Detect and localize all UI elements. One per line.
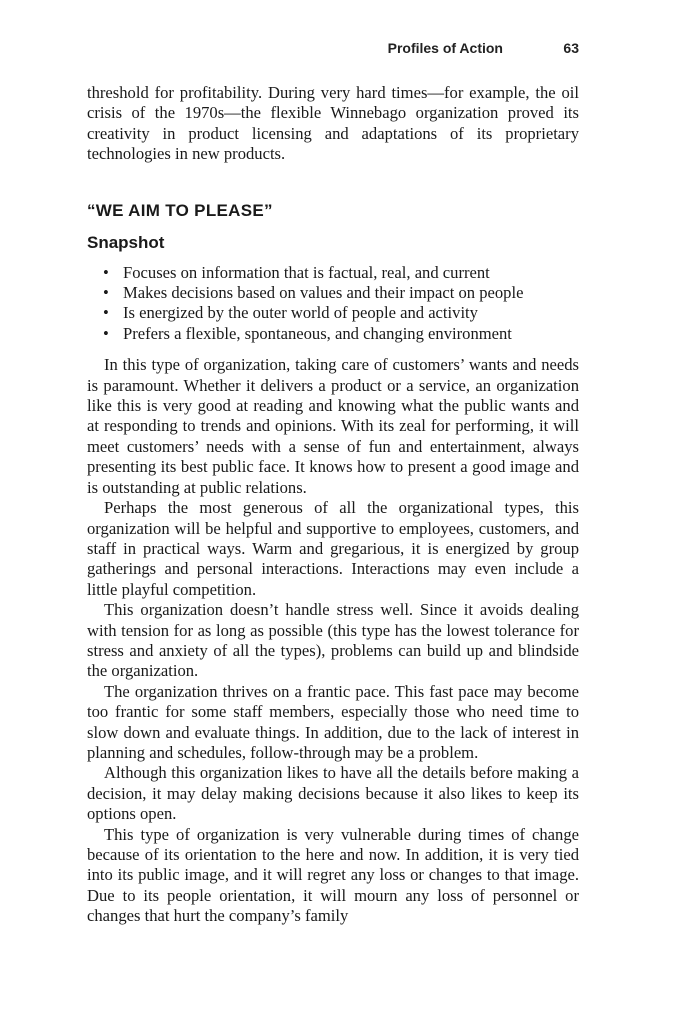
page-body (87, 83, 579, 927)
list-item (103, 283, 579, 303)
section-body (87, 355, 579, 926)
body-paragraph: The organization thrives on a frantic pace. This fast pace may become too frantic for some staff members, especially those who need time to slow down and evaluate things. In addition, due to the lack of interest in planning and schedules, follow-through may be a problem. (87, 681, 579, 762)
list-item (103, 303, 579, 323)
bullet-icon: • (103, 323, 109, 343)
list-item (103, 263, 579, 283)
body-paragraph: This type of organization is very vulnerable during times of change because of its orientation to the here and now. In addition, it is very tied into its public image, and it will regret any loss or changes to that image. Due to its people orientation, it will mourn any loss of personnel or changes that hurt the company’s family (87, 824, 579, 926)
section-title: “WE AIM TO PLEASE” (87, 200, 273, 220)
list-item-text: Makes decisions based on values and their impact on people (123, 283, 524, 303)
bullet-icon: • (103, 283, 109, 303)
list-item-text: Focuses on information that is factual, real, and current (123, 262, 490, 282)
snapshot-list (87, 263, 579, 345)
body-paragraph: Perhaps the most generous of all the organizational types, this organization will be helpful and supportive to employees, customers, and staff in practical ways. Warm and gregarious, it is energized by group gatherings and personal interactions. Interactions may even include a little playful competition. (87, 498, 579, 599)
list-item (103, 324, 579, 344)
list-item-text: Prefers a flexible, spontaneous, and changing environment (123, 323, 512, 343)
body-paragraph: Although this organization likes to have all the details before making a decision, it may delay making decisions because it also likes to keep its options open. (87, 763, 579, 824)
bullet-icon: • (103, 303, 109, 323)
bullet-icon: • (103, 262, 109, 282)
section-subtitle: Snapshot (87, 232, 165, 252)
body-paragraph: This organization doesn’t handle stress well. Since it avoids dealing with tension for as long as possible (this type has the lowest tolerance for stress and anxiety of all the types), problems can build up and blindside the organization. (87, 600, 579, 681)
running-head-title: Profiles of Action (387, 40, 503, 56)
running-head (87, 40, 579, 62)
body-paragraph: In this type of organization, taking care of customers’ wants and needs is paramount. Whether it delivers a product or a service, an organization like this is very good at reading and knowing what the public wants and at responding to trends and opinions. With its zeal for performing, it will meet customers’ needs with a sense of fun and entertainment, always presenting its best public face. It knows how to present a good image and is outstanding at public relations. (87, 355, 579, 497)
intro-paragraph: threshold for profitability. During very hard times—for example, the oil crisis of the 1970s—the flexible Winnebago organization proved its creativity in product licensing and adaptations of its proprietary technologies in new products. (87, 83, 579, 164)
page-number: 63 (563, 40, 579, 56)
list-item-text: Is energized by the outer world of people and activity (123, 303, 478, 323)
